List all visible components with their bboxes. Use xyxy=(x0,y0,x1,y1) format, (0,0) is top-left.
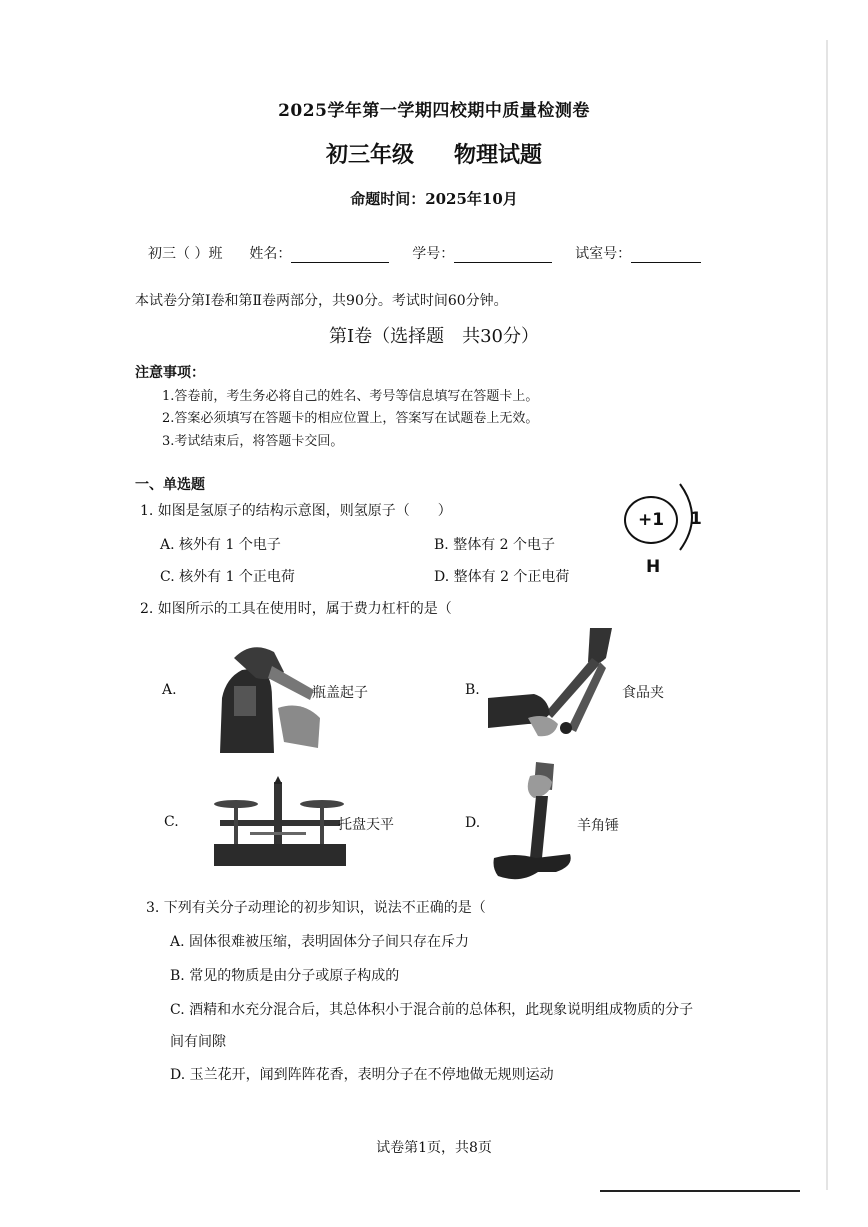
scan-edge xyxy=(826,40,828,1190)
subject-label: 物理试题 xyxy=(454,142,543,168)
student-info-line xyxy=(148,243,701,263)
notice-item: 2.答案必须填写在答题卡的相应位置上，答案写在试题卷上无效。 xyxy=(162,411,539,426)
q2-option-b-letter: B. xyxy=(465,682,480,698)
exam-intro: 本试卷分第Ⅰ卷和第Ⅱ卷两部分，共90分。考试时间60分钟。 xyxy=(135,293,508,309)
class-label: 初三（ ）班 xyxy=(148,246,223,262)
notice-item: 1.答卷前，考生务必将自己的姓名、考号等信息填写在答题卡上。 xyxy=(162,389,539,404)
q1-option-c: C. 核外有 1 个正电荷 xyxy=(160,569,295,585)
room-field[interactable] xyxy=(631,248,701,263)
balance-scale-photo-icon xyxy=(210,774,350,869)
id-field[interactable] xyxy=(454,248,552,263)
exam-title: 2025学年第一学期四校期中质量检测卷 xyxy=(278,101,590,121)
element-symbol: H xyxy=(646,557,661,577)
q2-option-d-label: 羊角锤 xyxy=(577,818,619,834)
q2-option-c-letter: C. xyxy=(164,814,179,830)
q3-option-c-cont: 间有间隙 xyxy=(170,1034,226,1050)
question-1-stem: 1. 如图是氢原子的结构示意图，则氢原子（ ） xyxy=(140,503,452,519)
exam-subtitle xyxy=(0,138,868,169)
q2-option-a-letter: A. xyxy=(162,682,177,698)
q3-option-b: B. 常见的物质是由分子或原子构成的 xyxy=(170,968,400,984)
q3-option-c: C. 酒精和水充分混合后，其总体积小于混合前的总体积，此现象说明组成物质的分子 xyxy=(170,1002,694,1018)
notice-item: 3.考试结束后，将答题卡交回。 xyxy=(162,434,344,449)
id-label: 学号： xyxy=(412,246,455,262)
nucleus-charge: +1 xyxy=(637,510,665,530)
q1-option-b: B. 整体有 2 个电子 xyxy=(434,537,555,553)
question-3-stem: 3. 下列有关分子动理论的初步知识，说法不正确的是（ xyxy=(146,900,486,916)
food-tongs-photo-icon xyxy=(488,628,614,743)
q2-option-b-label: 食品夹 xyxy=(622,685,664,701)
grade-label: 初三年级 xyxy=(325,142,414,168)
q2-option-a-label: 瓶盖起子 xyxy=(312,685,368,701)
bottle-opener-photo-icon xyxy=(212,638,322,753)
scan-artifact-line xyxy=(600,1190,800,1192)
part-title: 一、单选题 xyxy=(135,477,205,493)
page-footer: 试卷第1页，共8页 xyxy=(376,1140,492,1156)
section-title: 第Ⅰ卷（选择题 共30分） xyxy=(328,326,539,347)
room-label: 试室号： xyxy=(575,246,632,262)
hydrogen-nucleus-icon xyxy=(624,496,678,544)
exam-date: 命题时间：2025年10月 xyxy=(350,190,518,208)
q3-option-a: A. 固体很难被压缩，表明固体分子间只存在斥力 xyxy=(170,934,470,950)
claw-hammer-photo-icon xyxy=(490,762,576,884)
q2-option-c-label: 托盘天平 xyxy=(338,817,394,833)
name-label: 姓名： xyxy=(249,246,292,262)
q2-option-d-letter: D. xyxy=(465,815,481,831)
q1-option-d: D. 整体有 2 个正电荷 xyxy=(434,569,570,585)
notice-heading: 注意事项： xyxy=(135,365,205,381)
electron-count: 1 xyxy=(690,509,702,529)
name-field[interactable] xyxy=(291,248,389,263)
q1-option-a: A. 核外有 1 个电子 xyxy=(160,537,281,553)
question-2-stem: 2. 如图所示的工具在使用时，属于费力杠杆的是（ xyxy=(140,601,452,617)
q3-option-d: D. 玉兰花开，闻到阵阵花香，表明分子在不停地做无规则运动 xyxy=(170,1067,554,1083)
